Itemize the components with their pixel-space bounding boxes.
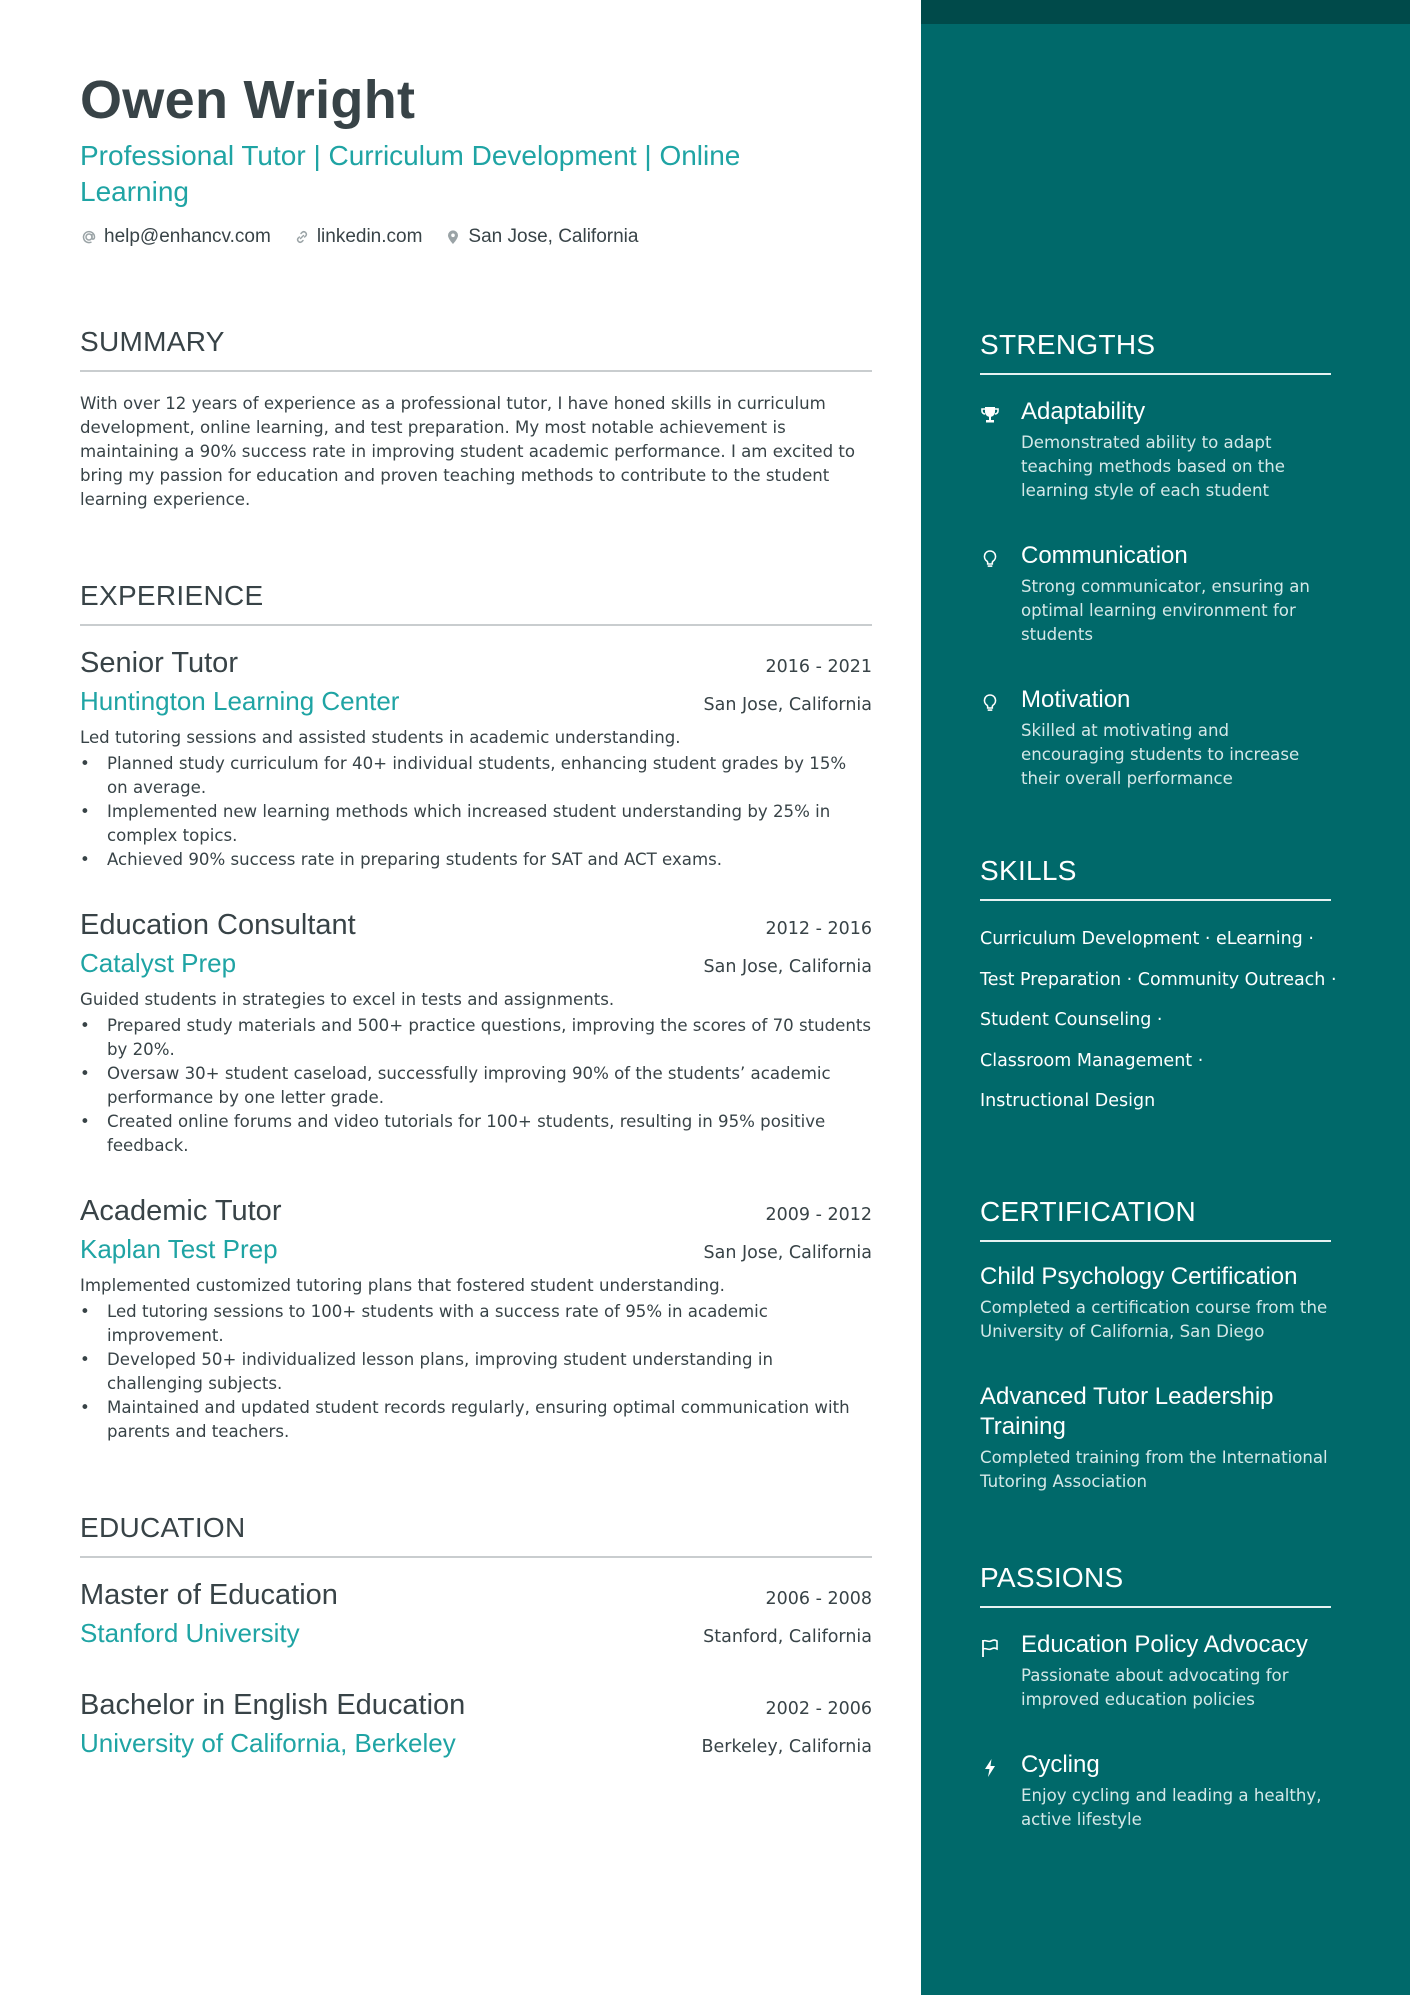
skill-line: Instructional Design: [980, 1091, 1156, 1111]
job-bullets: [80, 752, 872, 872]
job-dates: 2012 - 2016: [765, 919, 872, 939]
experience-section: [80, 578, 872, 1444]
skill-line: Classroom Management ·: [980, 1050, 1204, 1071]
flag-icon: [980, 1630, 1021, 1712]
lightning-bolt-icon: [980, 1750, 1021, 1832]
certification-description: Completed training from the International Tutoring Association: [980, 1447, 1328, 1491]
passion-item: [980, 1630, 1331, 1712]
skill-line: Curriculum Development · eLearning ·: [980, 929, 1314, 949]
bullet-item: • Achieved 90% success rate in preparing students for SAT and ACT exams.: [80, 848, 872, 872]
bullet-item: • Planned study curriculum for 40+ individual students, enhancing student grades by 15% on average.: [80, 752, 872, 800]
bullet-item: • Oversaw 30+ student caseload, successfully improving 90% of the students’ academic performance by one letter grade.: [80, 1062, 872, 1110]
contact-info: [80, 226, 872, 248]
sidebar-top-bar: [921, 0, 1410, 24]
passion-description: Enjoy cycling and leading a healthy, active lifestyle: [1021, 1785, 1322, 1829]
skills-heading: SKILLS: [980, 853, 1331, 901]
education-item: [80, 1686, 872, 1762]
passion-name: Education Policy Advocacy: [1021, 1630, 1308, 1658]
contact-email-text: help@enhancv.com: [104, 226, 271, 247]
job-location: San Jose, California: [703, 957, 872, 977]
contact-linkedin[interactable]: [293, 226, 423, 248]
contact-location: [444, 226, 638, 248]
at-icon: [80, 228, 98, 246]
job-dates: 2009 - 2012: [765, 1205, 872, 1225]
skills-list: [980, 919, 1337, 1122]
education-item: [80, 1576, 872, 1652]
job-location: San Jose, California: [703, 695, 872, 715]
summary-heading: SUMMARY: [80, 324, 872, 372]
job-bullets: [80, 1014, 872, 1158]
skills-section: [980, 853, 1337, 1122]
job-description: Guided students in strategies to excel in tests and assignments.: [80, 990, 615, 1009]
certification-item: [980, 1382, 1331, 1494]
strength-description: Skilled at motivating and encouraging students to increase their overall performance: [1021, 721, 1300, 788]
passion-item: [980, 1750, 1331, 1832]
candidate-name: Owen Wright: [80, 70, 416, 130]
job-description: Implemented customized tutoring plans that fostered student understanding.: [80, 1276, 725, 1295]
certification-item: [980, 1262, 1331, 1344]
school-name: Stanford University: [80, 1618, 300, 1648]
school-location: Berkeley, California: [701, 1737, 872, 1757]
experience-item: [80, 1192, 872, 1444]
certification-name: Advanced Tutor Leadership Training: [980, 1382, 1274, 1440]
contact-linkedin-text: linkedin.com: [316, 226, 423, 247]
experience-item: [80, 906, 872, 1158]
strength-name: Motivation: [1021, 686, 1131, 713]
company-name: Catalyst Prep: [80, 948, 237, 978]
strength-description: Strong communicator, ensuring an optimal learning environment for students: [1021, 577, 1310, 644]
strength-description: Demonstrated ability to adapt teaching methods based on the learning style of each student: [1021, 433, 1286, 500]
job-bullets: [80, 1300, 872, 1444]
experience-item: [80, 644, 872, 872]
passion-name: Cycling: [1021, 1750, 1100, 1778]
job-title: Academic Tutor: [80, 1195, 282, 1227]
summary-section: [80, 324, 872, 512]
bullet-item: • Led tutoring sessions to 100+ students with a success rate of 95% in academic improvement.: [80, 1300, 872, 1348]
bullet-item: • Prepared study materials and 500+ practice questions, improving the scores of 70 students by 20%.: [80, 1014, 872, 1062]
certification-section: [980, 1194, 1331, 1494]
summary-text: With over 12 years of experience as a professional tutor, I have honed skills in curriculum development, online learning, and test preparation. My most notable achievement is maintaining a 90% success rate in improving student academic performance. I am excited to bring my passion for education and proven teaching methods to contribute to the student learning experience.: [80, 394, 856, 509]
passions-heading: PASSIONS: [980, 1560, 1331, 1608]
degree-name: Master of Education: [80, 1579, 338, 1611]
strength-item: [980, 397, 1331, 503]
strength-name: Adaptability: [1021, 398, 1146, 425]
experience-heading: EXPERIENCE: [80, 578, 872, 626]
strengths-heading: STRENGTHS: [980, 327, 1331, 375]
bullet-item: • Created online forums and video tutorials for 100+ students, resulting in 95% positive feedback.: [80, 1110, 872, 1158]
passions-section: [980, 1560, 1331, 1832]
sidebar: [921, 0, 1410, 1995]
degree-name: Bachelor in English Education: [80, 1689, 466, 1721]
contact-location-text: San Jose, California: [468, 226, 639, 247]
education-heading: EDUCATION: [80, 1510, 872, 1558]
education-section: [80, 1510, 872, 1762]
candidate-title: Professional Tutor | Curriculum Development | Online Learning: [80, 140, 741, 207]
job-title: Senior Tutor: [80, 647, 238, 679]
strength-name: Communication: [1021, 542, 1188, 569]
company-name: Huntington Learning Center: [80, 686, 400, 716]
company-name: Kaplan Test Prep: [80, 1234, 278, 1264]
bullet-item: • Implemented new learning methods which increased student understanding by 25% in complex topics.: [80, 800, 872, 848]
job-location: San Jose, California: [703, 1243, 872, 1263]
skill-line: Student Counseling ·: [980, 1010, 1163, 1030]
job-dates: 2016 - 2021: [765, 657, 872, 677]
lightbulb-icon: [980, 685, 1021, 791]
job-title: Education Consultant: [80, 909, 356, 941]
location-pin-icon: [444, 228, 462, 246]
certification-heading: CERTIFICATION: [980, 1194, 1331, 1242]
school-location: Stanford, California: [703, 1627, 872, 1647]
passion-description: Passionate about advocating for improved education policies: [1021, 1665, 1289, 1709]
job-description: Led tutoring sessions and assisted students in academic understanding.: [80, 728, 681, 747]
bullet-item: • Maintained and updated student records regularly, ensuring optimal communication with parents and teachers.: [80, 1396, 872, 1444]
strengths-section: [980, 327, 1331, 791]
school-name: University of California, Berkeley: [80, 1728, 456, 1758]
contact-email[interactable]: [80, 226, 271, 248]
certification-description: Completed a certification course from the University of California, San Diego: [980, 1297, 1328, 1341]
skill-line: Test Preparation · Community Outreach ·: [980, 969, 1337, 990]
certification-name: Child Psychology Certification: [980, 1262, 1298, 1290]
education-dates: 2006 - 2008: [765, 1589, 872, 1609]
lightbulb-icon: [980, 541, 1021, 647]
link-icon: [293, 228, 311, 246]
bullet-item: • Developed 50+ individualized lesson plans, improving student understanding in challenging subjects.: [80, 1348, 872, 1396]
trophy-icon: [980, 397, 1021, 503]
strength-item: [980, 541, 1331, 647]
education-dates: 2002 - 2006: [765, 1699, 872, 1719]
strength-item: [980, 685, 1331, 791]
